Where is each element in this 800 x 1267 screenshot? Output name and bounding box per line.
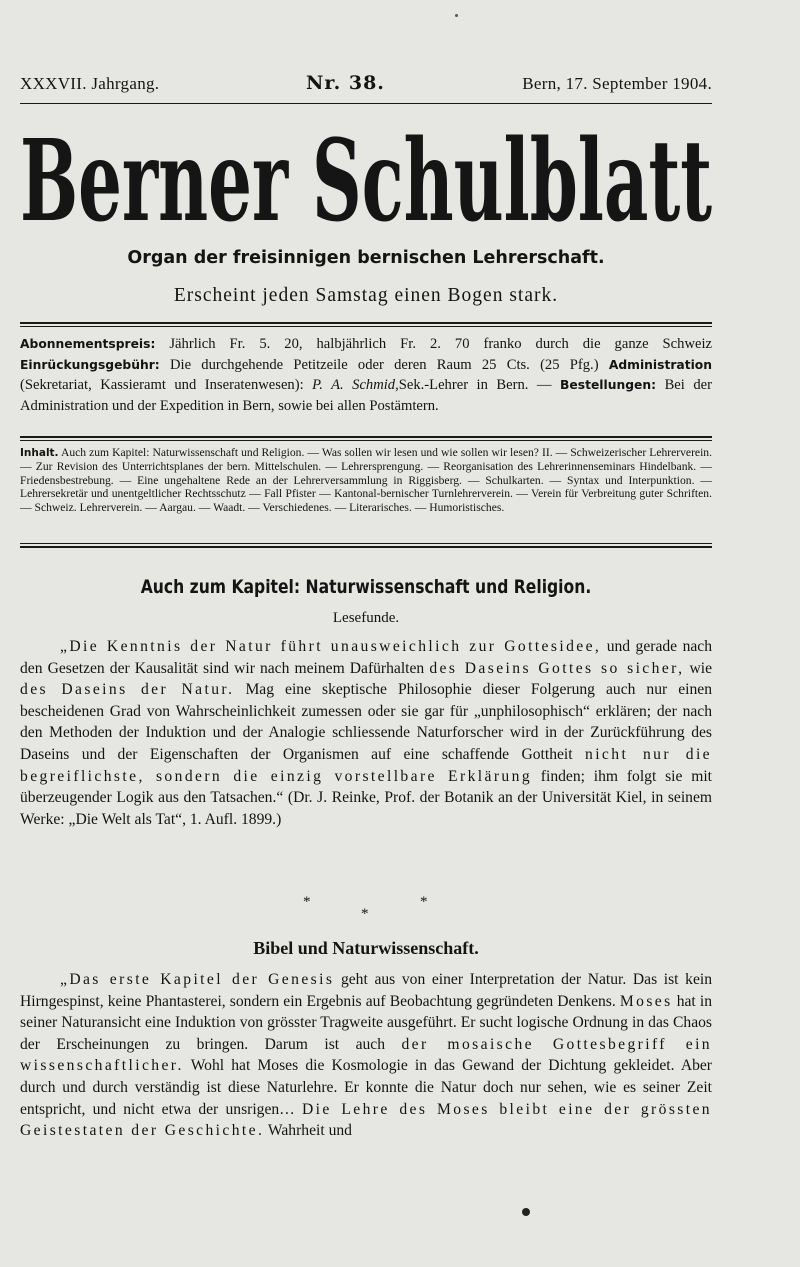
print-speck — [455, 14, 458, 17]
a1-text-6: Mag eine skeptische Philosophie dieser Folgerung auch nur einen bescheidenen Grad von Wahrscheinlichkeit zumessen oder sie gar für „unphilosophisch“ erklären; der nach den Methoden der Induktion und der Analogie schliessende Naturforscher wird in der Zurückführung des Daseins und der Eigenschaften der Organismen auf eine schaffende Gottheit — [20, 681, 712, 763]
best-text: Bei der Administration und der Expedition in Bern, sowie bei allen Postämtern. — [20, 377, 712, 414]
a1-text-2: und gerade nach den Gesetzen der Kausalität sind wir nach meinem Dafürhalten — [20, 638, 713, 677]
info-top-rule — [20, 322, 712, 324]
ein-label: Einrückungsgebühr: — [20, 357, 160, 372]
masthead-subtitle: Organ der freisinnigen bernischen Lehrerschaft. — [127, 248, 605, 268]
a1-spaced-1: „Die Kenntnis der Natur führt unausweichlich zur Gottesidee, — [60, 638, 602, 655]
adm-text: (Sekretariat, Kassieramt und Inseratenwesen): — [20, 377, 304, 393]
issue-number: Nr. 38. — [306, 72, 385, 94]
a2-spaced-3: Moses — [619, 992, 673, 1010]
a1-spaced-7: nicht nur die begreiflichste, sondern die einzig vorstellbare Erklärung — [20, 745, 712, 785]
a2-text-2: geht aus von einer Interpretation der Natur. Das ist kein Hirngespinst, keine Phantasterei, sondern ein Ergebnis auf Beobachtung gegründeten Denkens. — [20, 971, 712, 1010]
adm-name: P. A. Schmid, — [312, 377, 399, 393]
asterisk-right: * — [420, 894, 428, 910]
header-rule — [20, 103, 712, 104]
abo-text: Jährlich Fr. 5. 20, halbjährlich Fr. 2. 70 franko durch die ganze Schweiz — [169, 336, 712, 352]
toc-top-rule — [20, 436, 712, 438]
best-label: Bestellungen: — [560, 378, 657, 392]
table-of-contents — [20, 446, 712, 514]
a1-spaced-3: des Daseins Gottes so sicher, — [429, 659, 685, 677]
a2-text-8: Wahrheit und — [264, 1122, 352, 1140]
toc-text: Auch zum Kapitel: Naturwissenschaft und Religion. — Was sollen wir lesen und wie sollen wir lesen? II. — Schweizerischer Lehrerverein. — Zur Revision des Unterrichtsplanes der bern. Mittelschulen. — Lehrersprengung. — Reorganisation des Lehrerinnenseminars Hindelbank. — Friedensbestrebung. — Eine ungehaltene Rede an der Lehrerversammlung in Riggisberg. — Schulkarten. — Syntax und Interpunktion. — Lehrersekretär und unentgeltlicher Rechtsschutz — Fall Pfister — Kantonal-bernischer Turnlehrerverein. — Verein für Verbreitung guter Schriften. — Schweiz. Lehrerverein. — Aargau. — Waadt. — Verschiedenes. — Literarisches. — Humoristisches. — [20, 446, 712, 514]
a2-spaced-5: der mosaische Gottesbegriff ein wissenschaftlicher. — [20, 1035, 712, 1075]
article1-heading: Auch zum Kapitel: Naturwissenschaft und Religion. — [140, 576, 592, 598]
a2-text-4: hat in seiner Naturansicht eine Induktion von grösster Tragweite ausgeführt. Er sucht logische Ordnung in das Chaos der Erscheinungen zu bringen. Darum ist auch — [20, 992, 712, 1053]
masthead-title — [20, 128, 712, 228]
article1-subheading: Lesefunde. — [332, 610, 400, 626]
a2-spaced-7: Die Lehre des Moses bleibt eine der grössten Geistestaten der Geschichte. — [20, 1100, 713, 1140]
adm-label: Administration — [608, 357, 712, 372]
a2-text-6: Wohl hat Moses die Kosmologie in das Gewand der Dichtung gekleidet. Aber durch und durch verständig ist diese Naturlehre. Er konnte die Natur doch nur sehen, wie es seiner Zeit entspricht, und nicht etwa der unsrigen… — [20, 1057, 712, 1118]
a2-spaced-1: „Das erste Kapitel der Genesis — [60, 971, 335, 988]
subscription-info — [20, 334, 712, 416]
print-mark — [522, 1208, 530, 1216]
article2-heading: Bibel und Naturwissenschaft. — [253, 938, 479, 958]
masthead-title-text: Berner Schulblatt — [20, 128, 712, 228]
adm-tail: Sek.-Lehrer in Bern. — — [398, 377, 552, 393]
asterisk-center: * — [361, 906, 369, 922]
toc-top-rule-thin — [20, 440, 712, 441]
a1-text-4: wie — [684, 659, 713, 677]
article2-body — [20, 969, 712, 1142]
asterisk-left: * — [303, 894, 311, 910]
masthead-frequency: Erscheint jeden Samstag einen Bogen stark. — [173, 285, 559, 306]
volume-label: XXXVII. Jahrgang. — [20, 74, 160, 93]
a1-spaced-5: des Daseins der Natur. — [20, 681, 235, 699]
place-date: Bern, 17. September 1904. — [522, 74, 712, 93]
article1-body — [20, 636, 712, 830]
ein-text: Die durchgehende Petitzeile oder deren Raum 25 Cts. (25 Pfg.) — [169, 356, 599, 373]
info-top-rule-thin — [20, 326, 712, 327]
a1-text-8: finden; ihm folgt sie mit überzeugender Logik aus den Tatsachen.“ (Dr. J. Reinke, Prof. der Botanik an der Universität Kiel, in seinem Werke: „Die Welt als Tat“, 1. Aufl. 1899.) — [20, 767, 712, 828]
toc-label: Inhalt. — [20, 447, 59, 459]
toc-bottom-rule-thick — [20, 546, 712, 548]
abo-label: Abonnementspreis: — [20, 337, 156, 351]
toc-bottom-rule — [20, 543, 712, 544]
